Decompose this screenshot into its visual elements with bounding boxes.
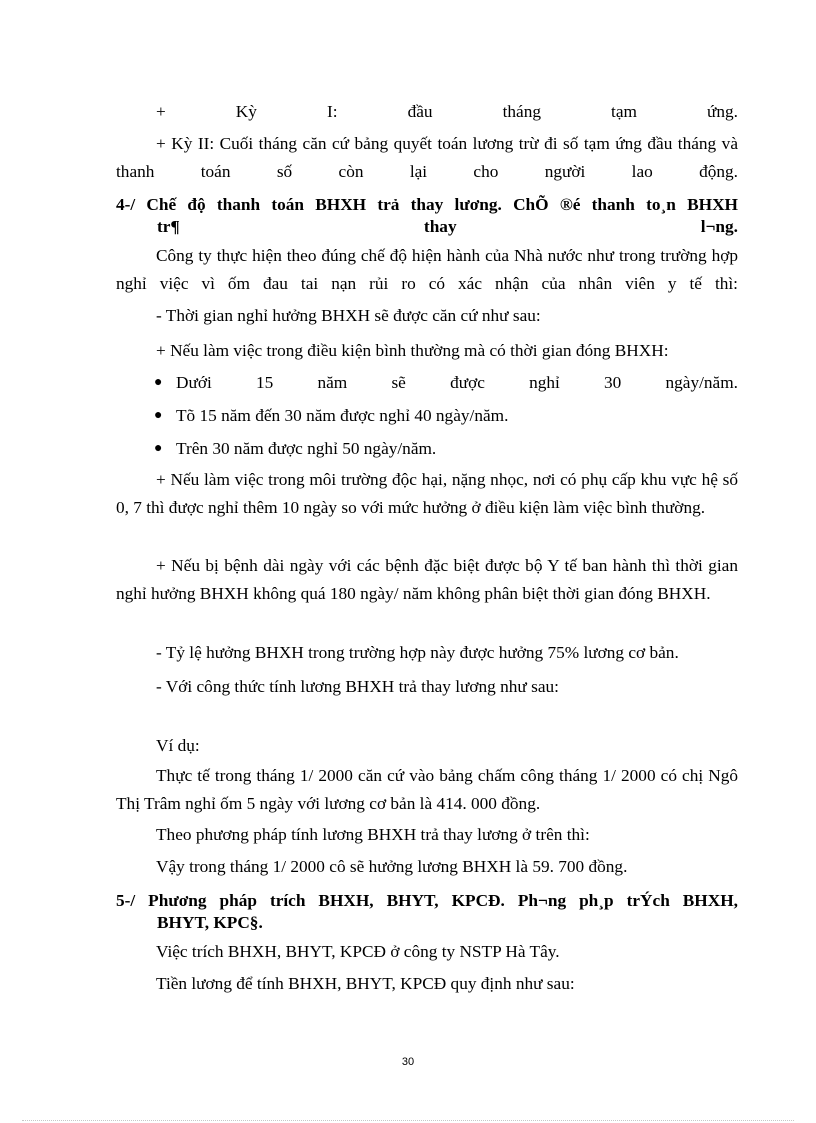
bullet-item-over-30 [154,435,738,463]
paragraph-hazardous: + Nếu làm việc trong môi trường độc hại, nặng nhọc, nơi có phụ cấp khu vực hệ số 0, 7 thì được nghỉ thêm 10 ngày so với mức hưởng ở điều kiện làm việc bình thường. [116,470,738,517]
paragraph-example: Thực tế trong tháng 1/ 2000 căn cứ vào bảng chấm công tháng 1/ 2000 có chị Ngô Thị Trâm nghỉ ốm 5 ngày với lương cơ bản là 414. 000 đồng. [116,766,738,813]
paragraph-ky-1: + Kỳ I: đầu tháng tạm ứng. [156,102,738,121]
bullet-item-15-30 [154,402,738,430]
paragraph-deduction: Việc trích BHXH, BHYT, KPCĐ ở công ty NSTP Hà Tây. [156,942,560,961]
paragraph-normal-conditions: + Nếu làm việc trong điều kiện bình thường mà có thời gian đóng BHXH: [156,341,669,360]
paragraph-ky-2: + Kỳ II: Cuối tháng căn cứ bảng quyết toán lương trừ đi số tạm ứng đầu tháng và thanh toán số còn lại cho người lao động. [116,134,738,181]
bullet-icon: ● [154,375,163,390]
heading-section-4-cont: tr¶ thay l¬ng. [157,217,738,236]
paragraph-company-policy: Công ty thực hiện theo đúng chế độ hiện hành của Nhà nước như trong trường hợp nghỉ việc vì ốm đau tai nạn rủi ro có xác nhận của nhân viên y tế thì: [116,246,738,293]
paragraph-result: Vậy trong tháng 1/ 2000 cô sẽ hưởng lương BHXH là 59. 700 đồng. [156,857,628,876]
bullet-text: Tõ 15 năm đến 30 năm được nghỉ 40 ngày/năm. [176,406,509,425]
bullet-icon: ● [154,408,163,423]
heading-section-5: 5-/ Phương pháp trích BHXH, BHYT, KPCĐ. Ph¬ng ph¸p trÝch BHXH, [116,891,738,910]
heading-section-5-cont: BHYT, KPC§. [157,913,263,932]
paragraph-leave-time: - Thời gian nghỉ hưởng BHXH sẽ được căn cứ như sau: [156,306,541,325]
paragraph-rate: - Tỷ lệ hưởng BHXH trong trường hợp này được hưởng 75% lương cơ bản. [156,643,679,662]
bullet-text: Trên 30 năm được nghỉ 50 ngày/năm. [176,439,437,458]
bullet-text: Dưới 15 năm sẽ được nghỉ 30 ngày/năm. [176,373,738,392]
page-border [22,1120,794,1121]
paragraph-example-label: Ví dụ: [156,736,200,755]
paragraph-salary-basis: Tiền lương để tính BHXH, BHYT, KPCĐ quy định như sau: [156,974,575,993]
heading-section-4: 4-/ Chế độ thanh toán BHXH trả thay lương. ChÕ ®é thanh to¸n BHXH [116,195,738,214]
page-number: 30 [401,1056,415,1068]
paragraph-method: Theo phương pháp tính lương BHXH trả thay lương ở trên thì: [156,825,590,844]
bullet-item-under-15 [154,369,738,397]
paragraph-long-illness: + Nếu bị bệnh dài ngày với các bệnh đặc biệt được bộ Y tế ban hành thì thời gian nghỉ hưởng BHXH không quá 180 ngày/ năm không phân biệt thời gian đóng BHXH. [116,556,738,603]
bullet-icon: ● [154,441,163,456]
paragraph-formula: - Với công thức tính lương BHXH trả thay lương như sau: [156,677,559,696]
